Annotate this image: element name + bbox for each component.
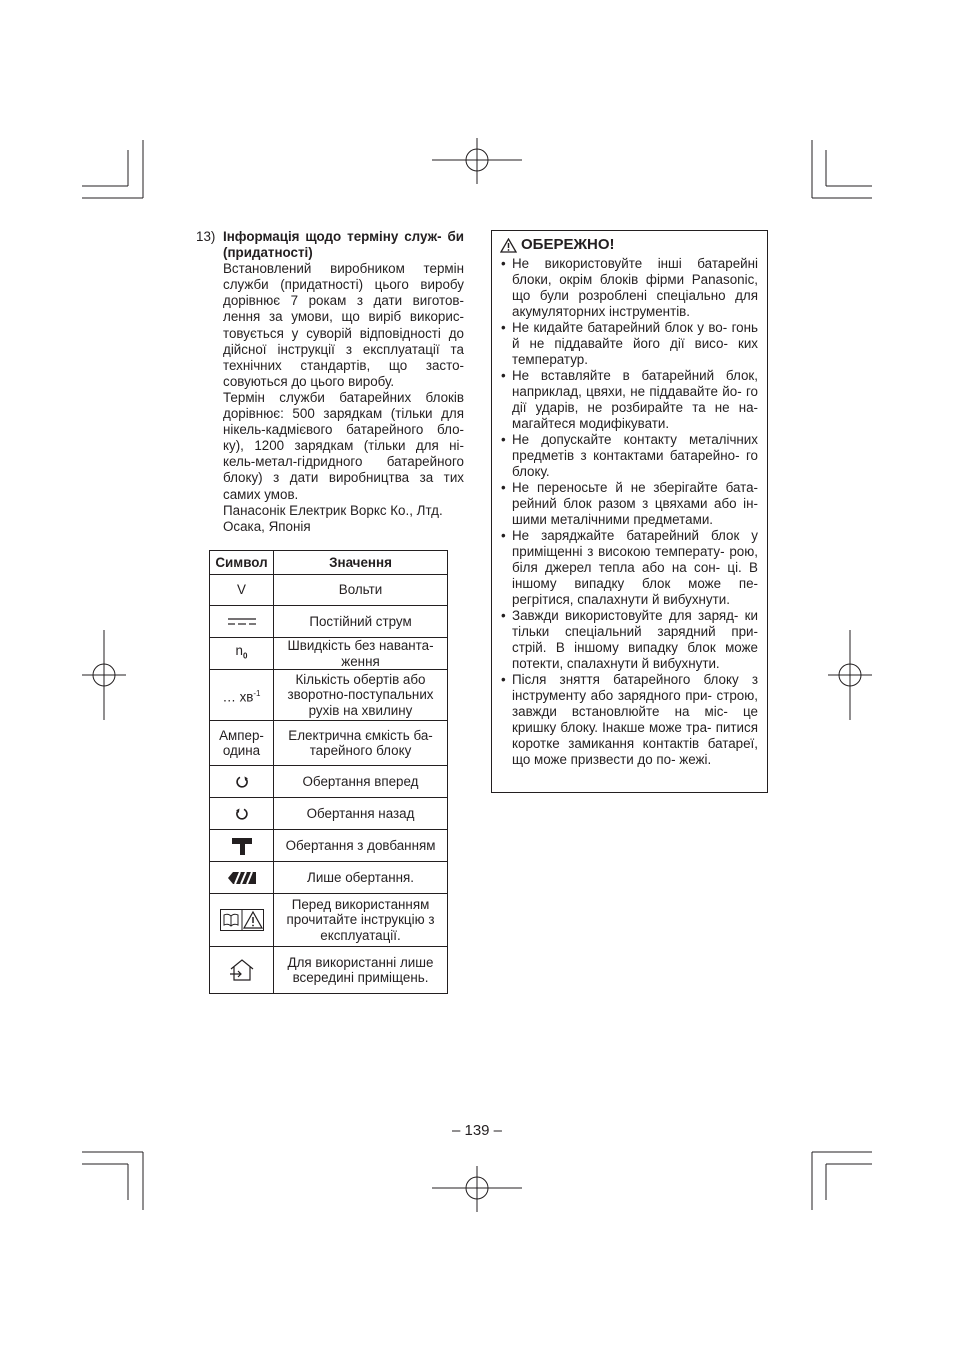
service-life-paragraph: Встановлений виробником термін служби (придатності) цього виробу дорівнює 7 рокам з дати виготов- лення за умови, що виріб викорис- товується у суворій відповідності до дійсної інструкції з експлуатації та технічних стандартів, що засто- совуються до цього виробу. xyxy=(223,261,464,389)
battery-life-paragraph: Термін служби батарейних блоків дорівнює: 500 зарядкам (тільки для нікель-кадмієвого батарейного бло- ку), 1200 зарядкам (тільки для ні- кель-метал-гідридного батарейного блоку) з дати виробництва за тих самих умов. xyxy=(223,389,464,502)
symbol-superscript: -1 xyxy=(253,688,261,698)
table-row xyxy=(210,862,448,894)
warning-triangle-icon xyxy=(500,238,517,253)
meaning-cell: Електрична ємкість ба- тарейного блоку xyxy=(274,721,448,766)
list-item: • Після зняття батарейного блоку з інструменту або зарядного при- строю, завжди встановлюйте на міс- це кришку блоку. Інакше може тра- питися коротке замикання контактів батареї, що може призвести до по- жежі. xyxy=(500,672,758,768)
list-item: • Завжди використовуйте для заряд- ки тільки спеціальний зарядний при- стрій. В іншому випадку блок може потекти, спалахнути й вибухнути. xyxy=(500,608,758,672)
manufacturer-paragraph: Панасонік Електрик Воркс Ко., Лтд. Осака, Японія xyxy=(223,502,443,534)
symbol-cell xyxy=(210,638,274,670)
caution-box xyxy=(491,230,768,793)
meaning-cell: Обертання назад xyxy=(274,798,448,830)
symbol-cell xyxy=(210,947,274,994)
table-header-row xyxy=(210,551,448,575)
caution-title: ОБЕРЕЖНО! xyxy=(521,236,615,253)
dc-current-icon xyxy=(227,617,257,627)
meaning-cell: Перед використанням прочитайте інструкцію з експлуатації. xyxy=(274,894,448,947)
symbol-cell xyxy=(210,606,274,638)
list-item: • Не вставляйте в батарейний блок, наприклад, цвяхи, не піддавайте йо- го дії ударів, не розбирайте та не на- магайтеся модифікувати. xyxy=(500,368,758,432)
symbol-cell xyxy=(210,862,274,894)
caution-list xyxy=(500,256,758,768)
symbol-cell: V xyxy=(210,575,274,606)
list-item: • Не використовуйте інші батарейні блоки, окрім блоків фірми Panasonic, що були розроблені спеціально для акумуляторних інструментів. xyxy=(500,256,758,320)
hammer-icon xyxy=(231,836,253,856)
table-row xyxy=(210,721,448,766)
meaning-cell: Вольти xyxy=(274,575,448,606)
indoor-use-icon xyxy=(229,958,255,982)
table-row xyxy=(210,947,448,994)
list-item: • Не кидайте батарейний блок у во- гонь й не піддавайте його дії висо- ких температур. xyxy=(500,320,758,368)
symbol-cell xyxy=(210,766,274,798)
list-item: • Не переносьте й не зберігайте бата- рейний блок разом з цвяхами або ін- шими металічними предметами. xyxy=(500,480,758,528)
list-item: • Не допускайте контакту металічних предметів з контактами батарейно- го блоку. xyxy=(500,432,758,480)
item-number: 13) xyxy=(196,229,216,244)
meaning-cell: Обертання вперед xyxy=(274,766,448,798)
table-row xyxy=(210,798,448,830)
meaning-cell: Для використанні лише всередині приміщень. xyxy=(274,947,448,994)
header-meaning: Значення xyxy=(274,551,448,575)
table-row xyxy=(210,638,448,670)
table-row xyxy=(210,830,448,862)
symbol-cell: Ампер- одина xyxy=(210,721,274,766)
symbol-subscript: 0 xyxy=(243,651,248,661)
read-manual-warning-icon xyxy=(220,909,264,931)
table-row xyxy=(210,606,448,638)
caution-heading xyxy=(500,237,758,253)
meaning-cell: Обертання з довбанням xyxy=(274,830,448,862)
reverse-rotation-icon xyxy=(235,807,249,821)
table-row xyxy=(210,766,448,798)
table-row xyxy=(210,670,448,721)
table-row xyxy=(210,575,448,606)
table-row xyxy=(210,894,448,947)
header-symbol: Символ xyxy=(210,551,274,575)
list-item: • Не заряджайте батарейний блок у приміщенні з високою температу- рою, біля джерел тепла або на сон- ці. В іншому випадку блок може пе- регрітися, спалахнути й вибухнути. xyxy=(500,528,758,608)
symbol-cell xyxy=(210,894,274,947)
service-life-section xyxy=(196,229,464,535)
meaning-cell: Кількість обертів або зворотно-поступальних рухів на хвилину xyxy=(274,670,448,721)
symbol-cell xyxy=(210,670,274,721)
symbol-cell xyxy=(210,798,274,830)
item-title: Інформація щодо терміну служ- би (придатності) xyxy=(223,229,464,261)
symbols-table xyxy=(209,550,448,994)
symbol-text: … хв xyxy=(222,688,254,704)
meaning-cell: Швидкість без наванта- ження xyxy=(274,638,448,670)
drill-bit-icon xyxy=(227,871,257,885)
page-number: – 139 – xyxy=(451,1122,503,1139)
symbol-text: n xyxy=(235,642,243,658)
meaning-cell: Лише обертання. xyxy=(274,862,448,894)
meaning-cell: Постійний струм xyxy=(274,606,448,638)
forward-rotation-icon xyxy=(235,775,249,789)
symbol-cell xyxy=(210,830,274,862)
